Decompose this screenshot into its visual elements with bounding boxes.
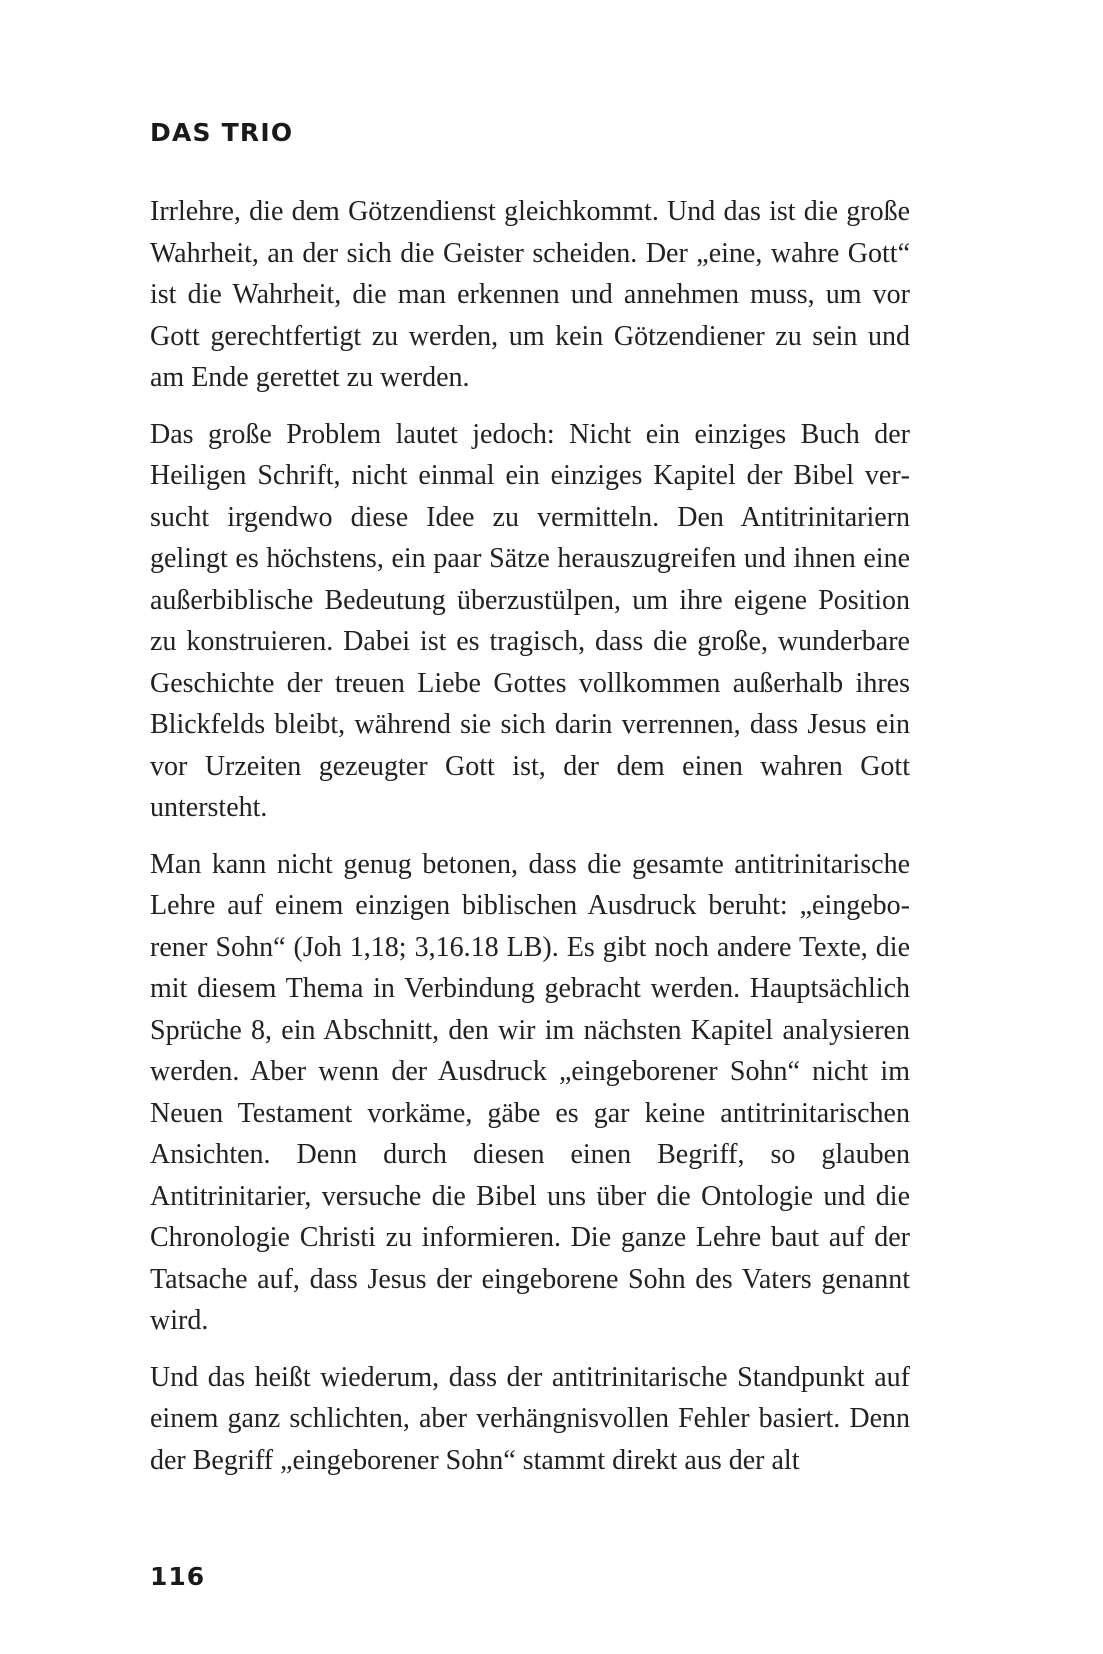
paragraph-2: Das große Problem lautet jedoch: Nicht ein einziges Buch der Heiligen Schrift, nicht einmal ein einziges Kapitel der Bibel versucht irgendwo diese Idee zu vermitteln. Den Antitrinitariern gelingt es höchstens, ein paar Sätze herauszugreifen und ihnen eine außerbiblische Bedeutung überzustülpen, um ihre eigene Position zu konstruieren. Dabei ist es tragisch, dass die große, wunderbare Geschichte der treuen Liebe Gottes vollkommen außerhalb ihres Blickfelds bleibt, während sie sich darin verrennen, dass Jesus ein vor Urzeiten gezeugter Gott ist, der dem einen wahren Gott untersteht. (150, 418, 910, 823)
page-number: 116 (150, 1562, 206, 1591)
paragraph-4: Und das heißt wiederum, dass der antitrinitarische Standpunkt auf einem ganz schlichten, aber verhängnisvollen Fehler basiert. Denn der Begriff „eingeborener Sohn“ stammt direkt aus der alt (150, 1361, 910, 1476)
paragraph-1: Irrlehre, die dem Götzendienst gleichkommt. Und das ist die große Wahrheit, an der sich die Geister scheiden. Der „eine, wahre Gott“ ist die Wahrheit, die man erkennen und annehmen muss, um vor Gott gerechtfertigt zu werden, um kein Götzendiener zu sein und am Ende gerettet zu werden. (150, 196, 910, 393)
paragraph-3: Man kann nicht genug betonen, dass die gesamte antitrinitarische Lehre auf einem einzigen biblischen Ausdruck beruht: „eingeborener Sohn“ (Joh 1,18; 3,16.18 LB). Es gibt noch andere Texte, die mit diesem Thema in Verbindung gebracht werden. Hauptsächlich Sprüche 8, ein Abschnitt, den wir im nächsten Kapitel analysieren werden. Aber wenn der Ausdruck „eingeborener Sohn“ nicht im Neuen Testament vorkäme, gäbe es gar keine antitrinitarischen Ansichten. Denn durch diesen einen Begriff, so glauben Antitrinitarier, versuche die Bibel uns über die Ontologie und die Chronologie Christi zu informieren. Die ganze Lehre baut auf der Tatsache auf, dass Jesus der eingeborene Sohn des Vaters genannt wird. (150, 848, 910, 1336)
body-text (150, 191, 910, 1481)
running-head: DAS TRIO (150, 118, 294, 147)
